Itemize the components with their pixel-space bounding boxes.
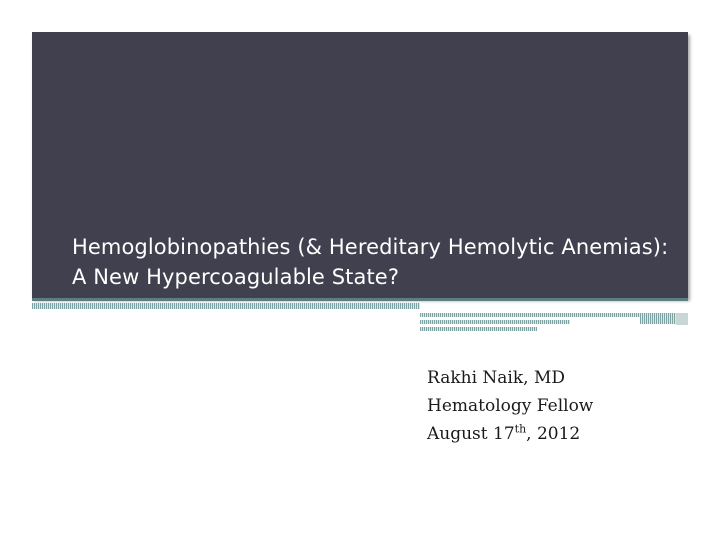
decorative-stripe-right-2 xyxy=(420,320,570,324)
title-panel xyxy=(32,32,688,298)
decorative-stripe-right-1 xyxy=(420,313,640,317)
decorative-stripe-left xyxy=(32,303,420,309)
presentation-date xyxy=(427,420,593,448)
date-ordinal: th xyxy=(514,422,527,436)
decorative-stripe-right-block xyxy=(640,313,677,324)
decorative-stripe-right-3 xyxy=(420,327,537,331)
slide-title: Hemoglobinopathies (& Hereditary Hemolytic Anemias): A New Hypercoagulable State? xyxy=(72,235,669,289)
date-prefix: August 17 xyxy=(427,424,515,444)
title-panel-underline xyxy=(32,298,688,301)
decorative-stripe-corner xyxy=(676,313,688,325)
author-name: Rakhi Naik, MD xyxy=(427,368,566,388)
date-suffix: , 2012 xyxy=(526,424,581,444)
author-role: Hematology Fellow xyxy=(427,396,594,416)
author-block xyxy=(427,364,593,448)
